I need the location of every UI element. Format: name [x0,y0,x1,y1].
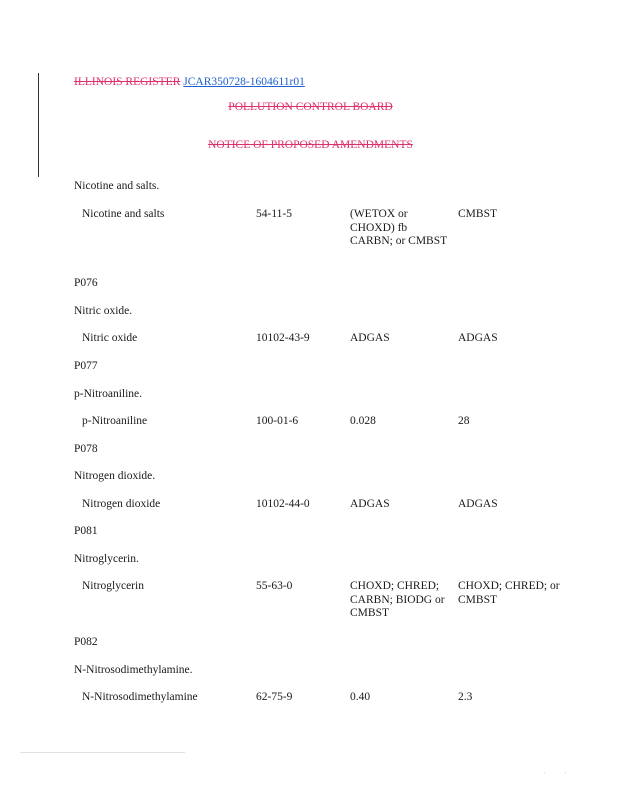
entry-heading: Nitroglycerin. [74,553,139,565]
nonwastewater-standard: 2.3 [458,691,473,703]
wastewater-standard: ADGAS [350,332,390,344]
notice-title: NOTICE OF PROPOSED AMENDMENTS [208,139,413,151]
wastewater-standard: 0.028 [350,415,376,427]
waste-code: P077 [74,360,98,372]
entry-heading: N-Nitrosodimethylamine. [74,664,193,676]
change-bar [38,73,39,177]
cas-number: 54-11-5 [256,208,292,220]
wastewater-standard: (WETOX or CHOXD) fb CARBN; or CMBST [350,208,448,247]
waste-code: P076 [74,277,98,289]
nonwastewater-standard: CHOXD; CHRED; or CMBST [458,580,560,606]
nonwastewater-standard: ADGAS [458,498,498,510]
wastewater-standard: CHOXD; CHRED; CARBN; BIODG or CMBST [350,580,445,619]
entry-heading: p-Nitroaniline. [74,388,143,400]
footer-rule [20,752,185,753]
nonwastewater-standard: 28 [458,415,470,427]
board-title: POLLUTION CONTROL BOARD [228,101,393,113]
entry-heading: Nitric oxide. [74,305,133,317]
constituent-name: Nicotine and salts [82,208,165,220]
register-struck-text: ILLINOIS REGISTER [74,76,181,88]
waste-code: P081 [74,525,98,537]
constituent-name: p-Nitroaniline [82,415,148,427]
constituent-name: Nitrogen dioxide [82,498,161,510]
entry-heading: Nitrogen dioxide. [74,470,156,482]
waste-code: P078 [74,443,98,455]
footer-marks: · · [542,768,575,778]
entry-heading: Nicotine and salts. [74,180,160,192]
constituent-name: Nitroglycerin [82,580,144,592]
wastewater-standard: 0.40 [350,691,371,703]
cas-number: 10102-44-0 [256,498,310,510]
cas-number: 62-75-9 [256,691,293,703]
cas-number: 55-63-0 [256,580,293,592]
cas-number: 100-01-6 [256,415,299,427]
cas-number: 10102-43-9 [256,332,310,344]
constituent-name: N-Nitrosodimethylamine [82,691,198,703]
register-header [74,76,305,88]
wastewater-standard: ADGAS [350,498,390,510]
waste-code: P082 [74,636,98,648]
nonwastewater-standard: ADGAS [458,332,498,344]
register-inserted-text: JCAR350728-1604611r01 [183,76,305,88]
constituent-name: Nitric oxide [82,332,138,344]
nonwastewater-standard: CMBST [458,208,497,220]
